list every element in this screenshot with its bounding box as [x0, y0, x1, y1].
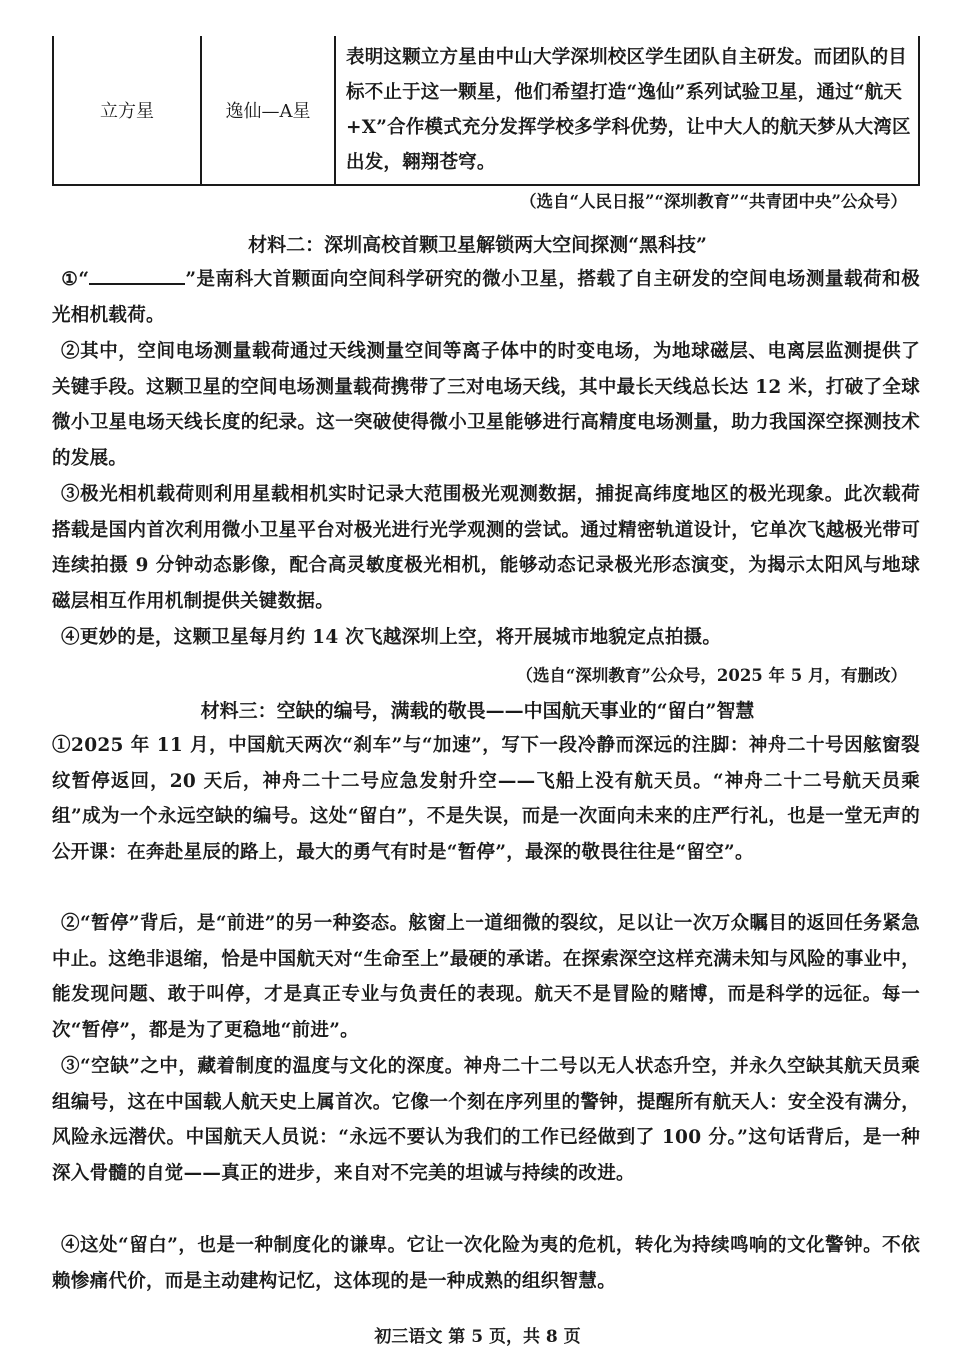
material-2-paragraph-1 — [52, 262, 920, 333]
table-cell-description: 表明这颗立方星由中山大学深圳校区学生团队自主研发。而团队的目标不止于这一颗星，他们希望打造“逸仙”系列试验卫星，通过“航天+X”合作模式充分发挥学校多学科优势，让中大人的航天梦从大湾区出发，翱翔苍穹。 — [346, 47, 911, 173]
paragraph-1-text: ”是南科大首颗面向空间科学研究的微小卫星，搭载了自主研发的空间电场测量载荷和极光相机载荷。 — [52, 269, 920, 326]
fill-in-blank[interactable] — [89, 267, 185, 285]
material-3-paragraph-1: ①2025 年 11 月，中国航天两次“刹车”与“加速”，写下一段冷静而深远的注脚：神舟二十号因舷窗裂纹暂停返回，20 天后，神舟二十二号应急发射升空——飞船上没有航天员。“神舟二十二号航天员乘组”成为一个永远空缺的编号。这处“留白”，不是失误，而是一次面向未来的庄严行礼，也是一堂无声的公开课：在奔赴星辰的路上，最大的勇气有时是“暂停”，最深的敬畏往往是“留空”。 — [52, 735, 920, 863]
material-2-title: 材料二：深圳高校首颗卫星解锁两大空间探测“黑科技” — [248, 234, 707, 256]
page-footer: 初三语文 第 5 页，共 8 页 — [374, 1327, 581, 1347]
source-note-1: （选自“人民日报”“深圳教育”“共青团中央”公众号） — [520, 192, 907, 211]
source-note-2: （选自“深圳教育”公众号，2025 年 5 月，有删改） — [516, 666, 907, 685]
satellite-table — [52, 36, 920, 186]
material-3-paragraph-2: ②“暂停”背后，是“前进”的另一种姿态。舷窗上一道细微的裂纹，足以让一次万众瞩目的返回任务紧急中止。这绝非退缩，恰是中国航天对“生命至上”最硬的承诺。在探索深空这样充满未知与风险的事业中，能发现问题、敢于叫停，才是真正专业与负责任的表现。航天不是冒险的赌博，而是科学的远征。每一次“暂停”，都是为了更稳地“前进”。 — [52, 913, 920, 1041]
material-2-paragraph-4: ④更妙的是，这颗卫星每月约 14 次飞越深圳上空，将开展城市地貌定点拍摄。 — [61, 627, 722, 648]
paragraph-1-lead: ①“ — [61, 269, 90, 290]
table-cell-type: 立方星 — [54, 36, 202, 184]
material-2-paragraph-2: ②其中，空间电场测量载荷通过天线测量空间等离子体中的时变电场，为地球磁层、电离层监测提供了关键手段。这颗卫星的空间电场测量载荷携带了三对电场天线，其中最长天线总长达 12 米，打破了全球微小卫星电场天线长度的纪录。这一突破使得微小卫星能够进行高精度电场测量，助力我国深空探测技术的发展。 — [52, 341, 920, 469]
material-2-paragraph-3: ③极光相机载荷则利用星载相机实时记录大范围极光观测数据，捕捉高纬度地区的极光现象。此次载荷搭载是国内首次利用微小卫星平台对极光进行光学观测的尝试。通过精密轨道设计，它单次飞越极光带可连续拍摄 9 分钟动态影像，配合高灵敏度极光相机，能够动态记录极光形态演变，为揭示太阳风与地球磁层相互作用机制提供关键数据。 — [52, 484, 920, 612]
table-cell-name: 逸仙—A星 — [202, 36, 336, 184]
material-3-title: 材料三：空缺的编号，满载的敬畏——中国航天事业的“留白”智慧 — [200, 700, 755, 722]
material-3-paragraph-4: ④这处“留白”，也是一种制度化的谦卑。它让一次化险为夷的危机，转化为持续鸣响的文化警钟。不依赖惨痛代价，而是主动建构记忆，这体现的是一种成熟的组织智慧。 — [52, 1235, 920, 1292]
material-3-paragraph-3: ③“空缺”之中，藏着制度的温度与文化的深度。神舟二十二号以无人状态升空，并永久空缺其航天员乘组编号，这在中国载人航天史上属首次。它像一个刻在序列里的警钟，提醒所有航天人：安全没有满分，风险永远潜伏。中国航天人员说：“永远不要认为我们的工作已经做到了 100 分。”这句话背后，是一种深入骨髓的自觉——真正的进步，来自对不完美的坦诚与持续的改进。 — [52, 1056, 920, 1184]
